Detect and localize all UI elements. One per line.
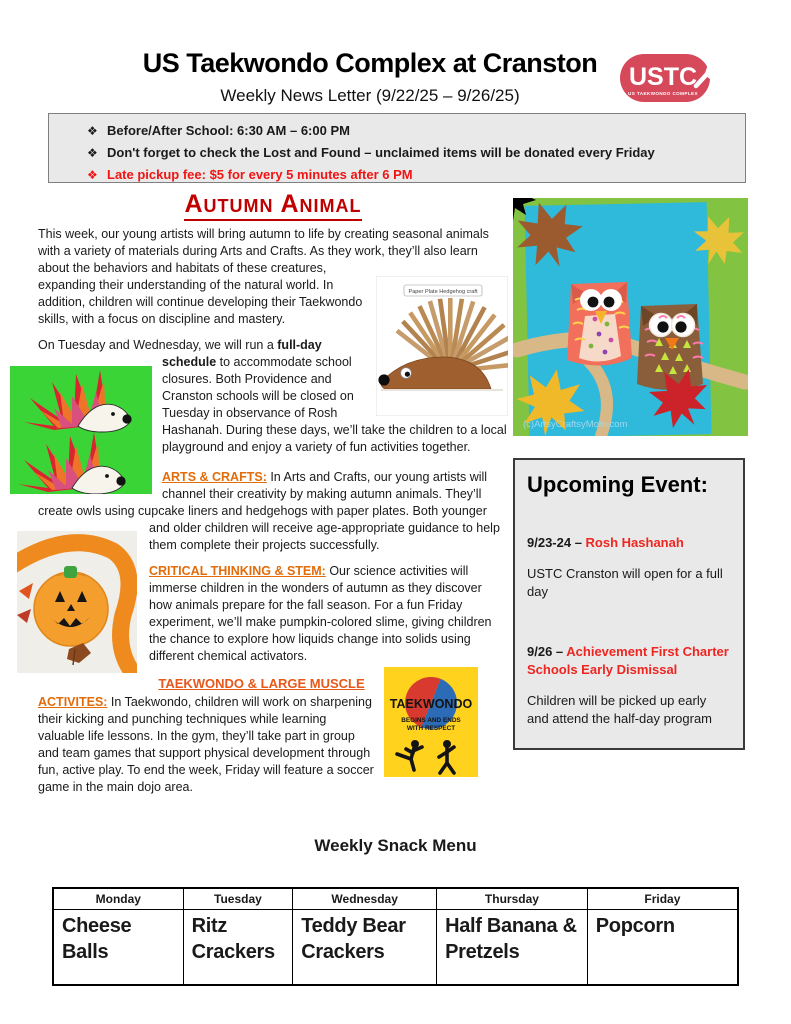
- plate-caption: Paper Plate Hedgehog craft: [408, 289, 478, 295]
- snack-menu-title: Weekly Snack Menu: [314, 836, 477, 855]
- taekwondo-poster-image: [384, 667, 478, 777]
- right-column: [513, 198, 748, 750]
- day-header: Friday: [587, 888, 738, 909]
- day-header: Tuesday: [183, 888, 293, 909]
- page-subtitle: Weekly News Letter (9/22/25 – 9/26/25): [220, 86, 520, 105]
- event-desc: Children will be picked up early and attend the half-day program: [527, 693, 713, 726]
- activities-text: In Taekwondo, children will work on sharpening their kicking and punching techniques while learning valuable life lessons. In the gym, they’ll take part in group and team games that support physical development through fun, active play. To end the week, Friday will feature a soccer game in the main dojo area.: [38, 695, 374, 794]
- snack-item: Teddy Bear Crackers: [293, 909, 437, 985]
- notice-item: [87, 120, 735, 142]
- event-title: [527, 534, 731, 552]
- snack-item: Popcorn: [587, 909, 738, 985]
- logo-name: US TAEKWONDO COMPLEX: [628, 91, 698, 96]
- day-header: Monday: [53, 888, 183, 909]
- snack-item: Half Banana & Pretzels: [437, 909, 588, 985]
- event-name: Achievement First Charter Schools Early Dismissal: [527, 644, 729, 677]
- tkd-line1: BEGINS AND ENDS: [401, 717, 461, 724]
- tkd-title: TAEKWONDO: [389, 697, 473, 711]
- activities-label: ACTIVITES:: [38, 695, 108, 709]
- tkd-line2: WITH RESPECT: [406, 725, 456, 732]
- snack-menu-section: [0, 836, 791, 986]
- schedule-bold-text: full-day schedule: [162, 338, 322, 369]
- article-column: [38, 191, 508, 796]
- event-desc: USTC Cranston will open for a full day: [527, 566, 723, 599]
- pumpkin-slime-image: [17, 531, 137, 673]
- snack-item: Ritz Crackers: [183, 909, 293, 985]
- arts-crafts-text: In Arts and Crafts, our young artists will channel their creativity by making autumn animals. They’ll create owls using cupcake liners and hedgehogs with paper plates. Both younger and older children will receive age-appropriate guidance to help them complete their projects successfully.: [38, 470, 500, 552]
- owls-craft-image: [513, 198, 748, 436]
- schedule-text: On Tuesday and Wednesday, we will run a: [38, 338, 278, 352]
- upcoming-event-box: [513, 458, 745, 750]
- owl-coral: [567, 282, 632, 366]
- schedule-text: to accommodate school closures. Both Providence and Cranston schools will be closed on Tuesday in observance of Rosh Hashanah. During these days, we’ll take the children to a local playground and enjoy a variety of fun activities together.: [162, 355, 507, 454]
- arts-crafts-label: ARTS & CRAFTS:: [162, 470, 267, 484]
- upcoming-title: Upcoming Event:: [527, 472, 708, 497]
- day-header: Thursday: [437, 888, 588, 909]
- intro-paragraph: [38, 226, 508, 328]
- day-header: Wednesday: [293, 888, 437, 909]
- notice-text: Late pickup fee: $5 for every 5 minutes after 6 PM: [107, 167, 413, 182]
- taekwondo-heading: TAEKWONDO & LARGE MUSCLE: [158, 676, 365, 691]
- stem-label: CRITICAL THINKING & STEM:: [149, 564, 326, 578]
- snack-menu-table: [52, 887, 739, 986]
- snack-header-row: [53, 888, 738, 909]
- logo-acronym: USTC: [628, 63, 698, 91]
- event-title: [527, 643, 731, 679]
- snack-items-row: [53, 909, 738, 985]
- event-date: 9/23-24 –: [527, 535, 586, 550]
- stem-text: Our science activities will immerse children in the wonders of autumn as they discover how animals prepare for the fall season. For a fun Friday experiment, we’ll make pumpkin-colored slime, giving children the chance to explore how liquids change into solids using different chemical activators.: [149, 564, 492, 663]
- article-title: Autumn Animal: [38, 191, 508, 217]
- notice-item: [87, 142, 735, 164]
- paper-plate-hedgehog-image: [376, 276, 508, 416]
- diamond-bullet-icon: ❖: [87, 146, 98, 160]
- diamond-bullet-icon: ❖: [87, 168, 98, 182]
- notice-text: Don't forget to check the Lost and Found – unclaimed items will be donated every Friday: [107, 145, 655, 160]
- ustc-logo: [618, 44, 730, 108]
- event-name: Rosh Hashanah: [585, 535, 684, 550]
- notice-item-late-fee: [87, 164, 735, 186]
- page-title: US Taekwondo Complex at Cranston: [142, 48, 598, 78]
- hedgehogs-craft-image: [10, 366, 152, 494]
- owls-watermark: (c)ArtsyCraftsyMom.com: [523, 419, 628, 430]
- notice-box: [48, 113, 746, 183]
- snack-item: Cheese Balls: [53, 909, 183, 985]
- event-date: 9/26 –: [527, 644, 567, 659]
- diamond-bullet-icon: ❖: [87, 124, 98, 138]
- notice-text: Before/After School: 6:30 AM – 6:00 PM: [107, 123, 350, 138]
- intro-text: This week, our young artists will bring autumn to life by creating seasonal animals with a variety of materials during Arts and Crafts. As they work, they’ll also learn about the behaviors and habitats of these creatures, expanding their understanding of the natural world. In addition, children will continue developing their Taekwondo skills, with a focus on discipline and mastery.: [38, 227, 489, 326]
